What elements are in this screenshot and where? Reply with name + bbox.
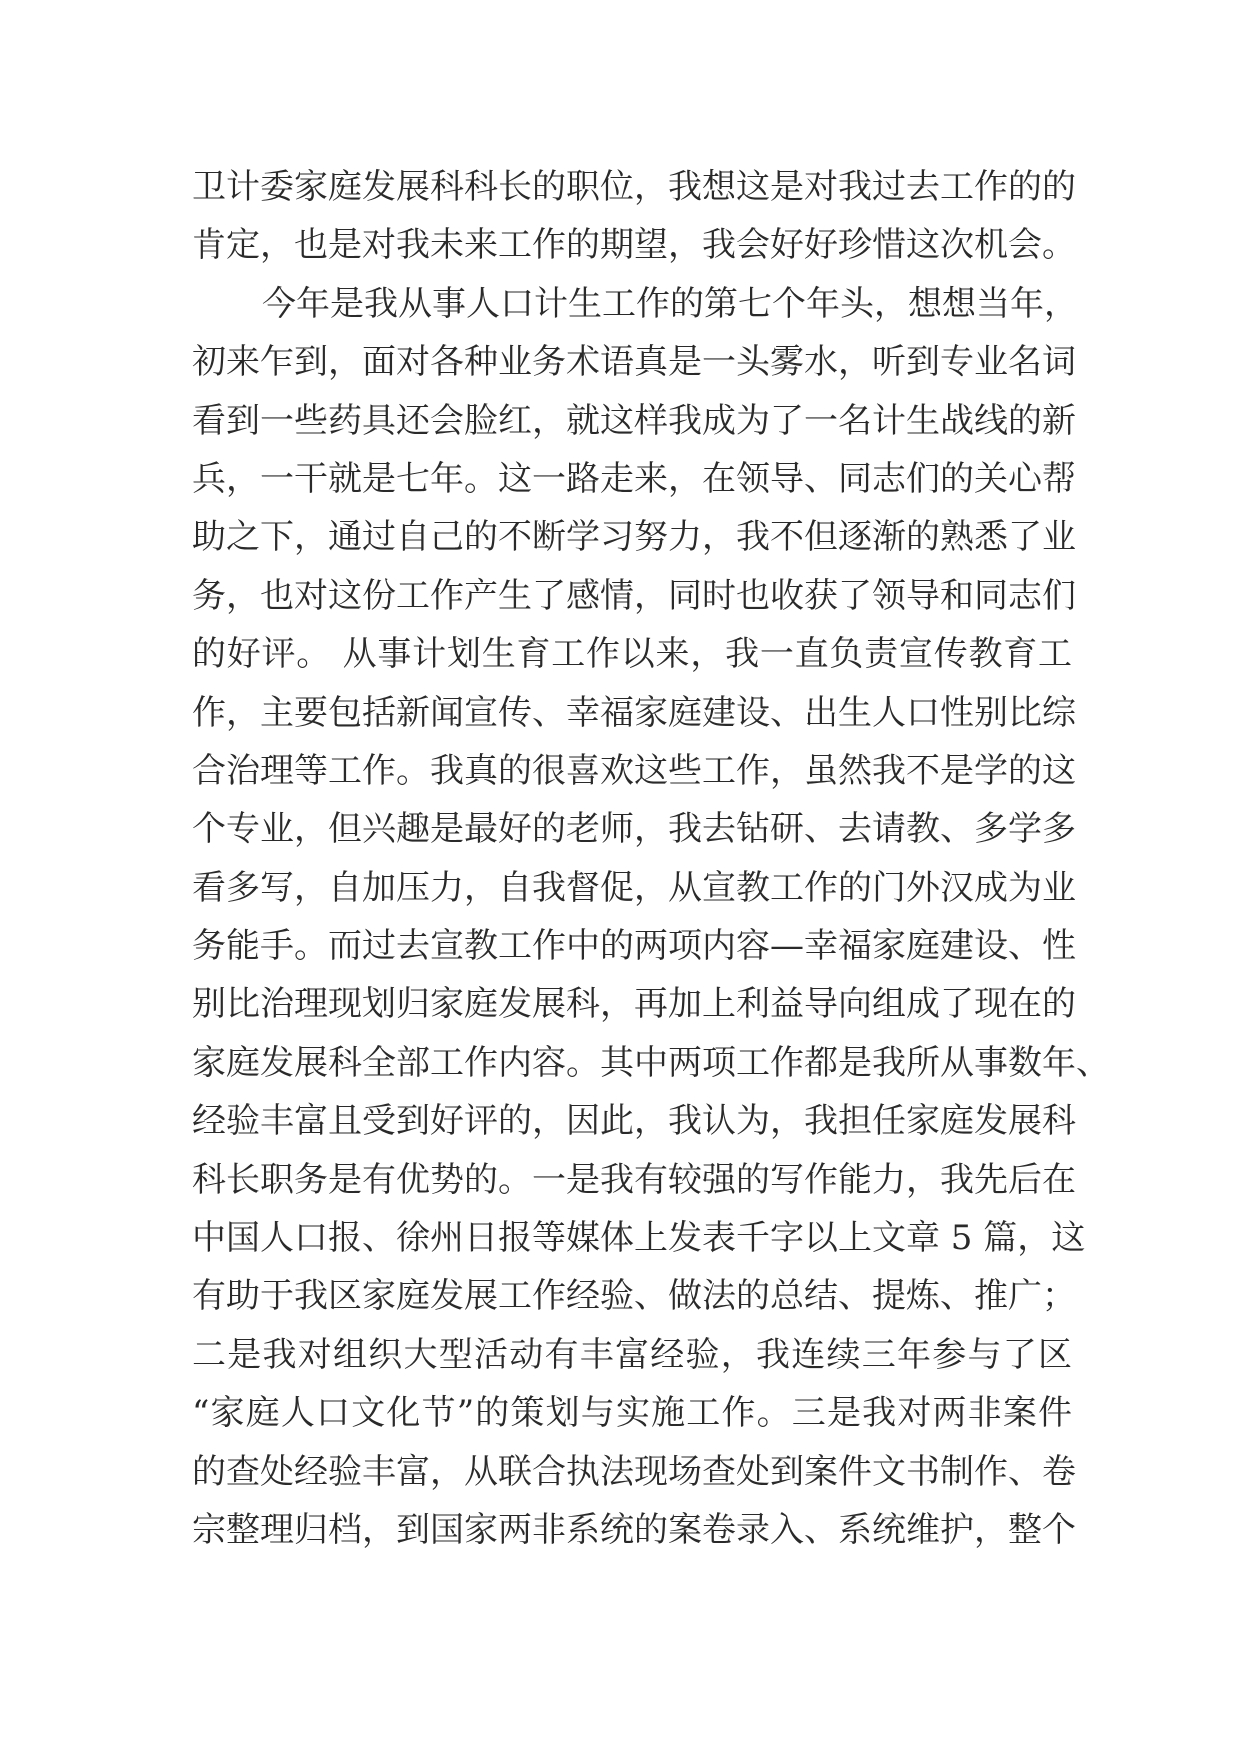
text-line: 助之下，通过自己的不断学习努力，我不但逐渐的熟悉了业 (192, 517, 1076, 558)
text-line: 家庭发展科全部工作内容。其中两项工作都是我所从事数年、 (192, 1042, 1110, 1083)
text-line: “家庭人口文化节”的策划与实施工作。三是我对两非案件 (192, 1393, 1072, 1434)
text-line: 科长职务是有优势的。一是我有较强的写作能力，我先后在 (192, 1159, 1076, 1200)
paragraph-start-line: 今年是我从事人口计生工作的第七个年头，想想当年， (262, 283, 1078, 324)
text-line: 个专业，但兴趣是最好的老师，我去钻研、去请教、多学多 (192, 809, 1076, 850)
body-text (192, 158, 1110, 1559)
text-line: 中国人口报、徐州日报等媒体上发表千字以上文章 5 篇，这 (192, 1218, 1086, 1259)
text-line: 经验丰富且受到好评的，因此，我认为，我担任家庭发展科 (192, 1101, 1076, 1142)
text-line: 的好评。 从事计划生育工作以来，我一直负责宣传教育工 (192, 634, 1072, 675)
text-line: 肯定，也是对我未来工作的期望，我会好好珍惜这次机会。 (192, 225, 1076, 266)
text-line: 务，也对这份工作产生了感情，同时也收获了领导和同志们 (192, 575, 1076, 616)
text-line: 务能手。而过去宣教工作中的两项内容—幸福家庭建设、性 (192, 926, 1076, 967)
text-line: 合治理等工作。我真的很喜欢这些工作，虽然我不是学的这 (192, 750, 1076, 791)
text-line: 作，主要包括新闻宣传、幸福家庭建设、出生人口性别比综 (192, 692, 1076, 733)
text-line: 二是我对组织大型活动有丰富经验，我连续三年参与了区 (192, 1334, 1072, 1375)
text-line: 有助于我区家庭发展工作经验、做法的总结、提炼、推广； (192, 1276, 1076, 1317)
text-line: 看到一些药具还会脸红，就这样我成为了一名计生战线的新 (192, 400, 1076, 441)
text-line: 看多写，自加压力，自我督促，从宣教工作的门外汉成为业 (192, 867, 1076, 908)
text-line: 宗整理归档，到国家两非系统的案卷录入、系统维护，整个 (192, 1509, 1076, 1550)
text-line: 的查处经验丰富，从联合执法现场查处到案件文书制作、卷 (192, 1451, 1076, 1492)
text-line: 别比治理现划归家庭发展科，再加上利益导向组成了现在的 (192, 984, 1076, 1025)
text-line: 卫计委家庭发展科科长的职位，我想这是对我过去工作的的 (192, 167, 1076, 207)
text-line: 兵，一干就是七年。这一路走来，在领导、同志们的关心帮 (192, 458, 1076, 499)
text-line: 初来乍到，面对各种业务术语真是一头雾水，听到专业名词 (192, 342, 1076, 383)
